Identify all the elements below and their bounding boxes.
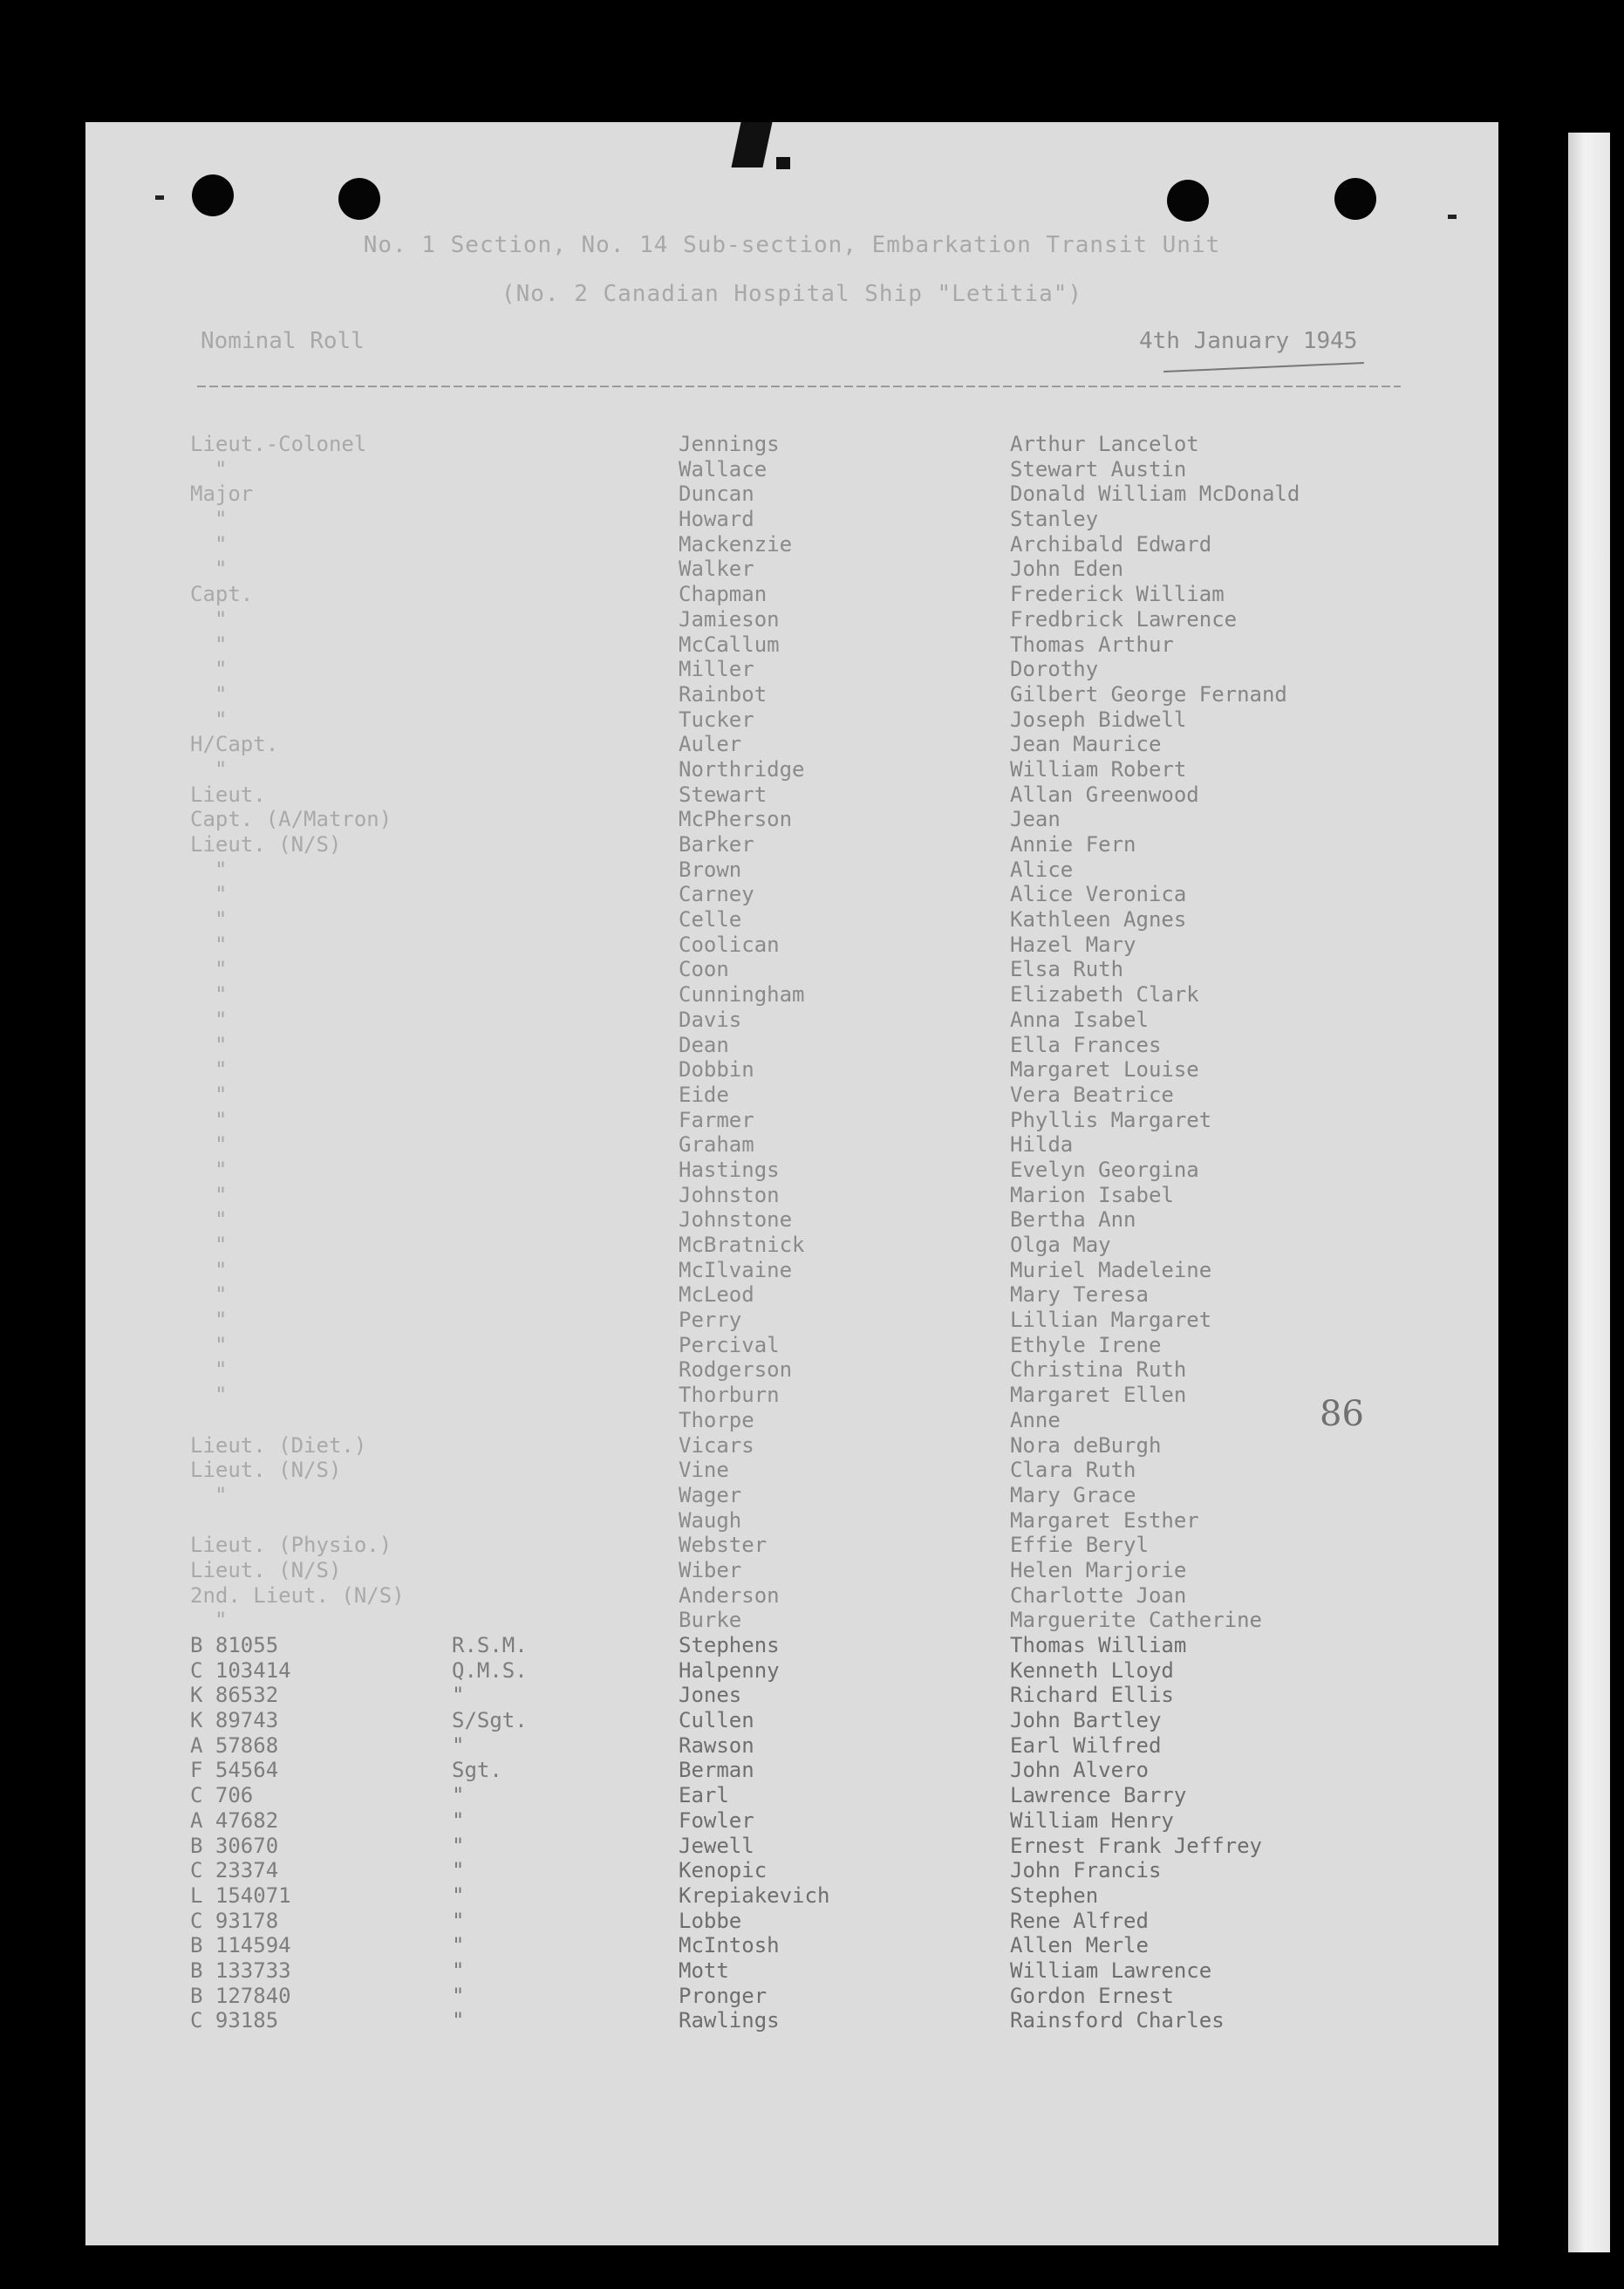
hole-mark-right — [1448, 215, 1457, 219]
rank: " — [215, 857, 228, 882]
rank: " — [215, 1182, 228, 1207]
surname: Davis — [679, 1007, 742, 1032]
surname: Halpenny — [679, 1657, 780, 1683]
surname: Thorpe — [679, 1407, 754, 1432]
surname: Celle — [679, 907, 742, 933]
surname: McLeod — [679, 1282, 754, 1308]
surname: Auler — [679, 732, 742, 757]
surname: Jamieson — [679, 606, 780, 632]
rank: " — [215, 1332, 228, 1357]
rank: " — [215, 507, 228, 532]
surname: Webster — [679, 1533, 768, 1558]
rank: " — [215, 707, 228, 732]
given-names: Muriel Madeleine — [1010, 1257, 1212, 1282]
surname: Cunningham — [679, 982, 805, 1008]
given-names: Marion Isabel — [1010, 1182, 1174, 1207]
given-names: Anne — [1010, 1407, 1061, 1432]
given-names: Mary Teresa — [1010, 1282, 1149, 1308]
surname: Johnston — [679, 1182, 780, 1207]
given-names: Dorothy — [1010, 657, 1099, 682]
rank: " — [215, 1482, 228, 1507]
given-names: John Alvero — [1010, 1758, 1149, 1783]
given-names: Richard Ellis — [1010, 1683, 1174, 1708]
rank: Capt. — [190, 582, 254, 607]
given-names: Allan Greenwood — [1010, 782, 1199, 807]
surname: Carney — [679, 882, 754, 907]
surname: Brown — [679, 857, 742, 882]
given-names: Helen Marjorie — [1010, 1557, 1187, 1582]
surname: Johnstone — [679, 1207, 793, 1233]
staple-mark-small — [776, 157, 790, 169]
hole-mark-left — [155, 195, 164, 200]
surname: Berman — [679, 1758, 754, 1783]
given-names: Clara Ruth — [1010, 1458, 1136, 1483]
service-number: B 127840 — [190, 1983, 291, 2008]
service-number: C 23374 — [190, 1858, 279, 1883]
given-names: Mary Grace — [1010, 1482, 1136, 1507]
surname: Tucker — [679, 707, 754, 732]
given-names: Donald William McDonald — [1010, 482, 1300, 507]
given-names: Lillian Margaret — [1010, 1308, 1212, 1333]
given-names: Gordon Ernest — [1010, 1983, 1174, 2008]
service-number: A 47682 — [190, 1807, 279, 1833]
rank: Q.M.S. — [452, 1657, 528, 1683]
rank: H/Capt. — [190, 732, 279, 757]
given-names: Ethyle Irene — [1010, 1332, 1162, 1357]
rank: " — [452, 1683, 465, 1708]
surname: Lobbe — [679, 1908, 742, 1933]
given-names: Bertha Ann — [1010, 1207, 1136, 1233]
given-names: Alice — [1010, 857, 1074, 882]
given-names: Joseph Bidwell — [1010, 707, 1187, 732]
rank: " — [215, 657, 228, 682]
surname: Miller — [679, 657, 754, 682]
surname: Hastings — [679, 1157, 780, 1182]
header-line-1: No. 1 Section, No. 14 Sub-section, Embarkation Transit Unit — [363, 232, 1221, 258]
rank: " — [215, 982, 228, 1008]
given-names: Rainsford Charles — [1010, 2008, 1225, 2033]
surname: Chapman — [679, 582, 768, 607]
given-names: Earl Wilfred — [1010, 1732, 1162, 1758]
roll-date: 4th January 1945 — [1139, 328, 1358, 354]
rank: " — [215, 1357, 228, 1383]
surname: Coon — [679, 957, 729, 982]
rank: " — [452, 1983, 465, 2008]
rank: " — [452, 1908, 465, 1933]
header-rule — [197, 386, 1401, 387]
rank: " — [215, 606, 228, 632]
given-names: Stephen — [1010, 1882, 1099, 1908]
rank: " — [215, 1282, 228, 1308]
service-number: C 93178 — [190, 1908, 279, 1933]
adjacent-page-edge — [1568, 133, 1610, 2252]
service-number: L 154071 — [190, 1882, 291, 1908]
given-names: Kathleen Agnes — [1010, 907, 1187, 933]
given-names: Arthur Lancelot — [1010, 432, 1199, 456]
rank: " — [215, 1082, 228, 1107]
rank: " — [215, 1057, 228, 1083]
given-names: Elizabeth Clark — [1010, 982, 1199, 1008]
given-names: Hazel Mary — [1010, 932, 1136, 957]
service-number: K 89743 — [190, 1708, 279, 1733]
surname: Rawson — [679, 1732, 754, 1758]
surname: Duncan — [679, 482, 754, 507]
surname: Krepiakevich — [679, 1882, 830, 1908]
punch-hole-left-1 — [192, 174, 234, 216]
given-names: Ella Frances — [1010, 1032, 1162, 1057]
given-names: Fredbrick Lawrence — [1010, 606, 1238, 632]
surname: Thorburn — [679, 1383, 780, 1408]
rank: " — [452, 1933, 465, 1958]
rank: Lieut. (Physio.) — [190, 1533, 392, 1558]
given-names: Kenneth Lloyd — [1010, 1657, 1174, 1683]
given-names: Stewart Austin — [1010, 456, 1187, 482]
given-names: Phyllis Margaret — [1010, 1107, 1212, 1132]
rank: 2nd. Lieut. (N/S) — [190, 1582, 405, 1608]
given-names: John Eden — [1010, 557, 1124, 582]
rank: " — [215, 1383, 228, 1408]
given-names: Archibald Edward — [1010, 531, 1212, 557]
given-names: Olga May — [1010, 1233, 1111, 1257]
rank: " — [215, 632, 228, 657]
given-names: John Francis — [1010, 1858, 1162, 1883]
staple-mark — [731, 122, 772, 167]
given-names: William Robert — [1010, 756, 1187, 782]
rank: " — [215, 1207, 228, 1233]
rank: " — [215, 1132, 228, 1158]
rank: Sgt. — [452, 1758, 502, 1783]
surname: Barker — [679, 832, 754, 857]
rank: " — [452, 1882, 465, 1908]
given-names: Jean Maurice — [1010, 732, 1162, 757]
rank: " — [452, 1958, 465, 1983]
surname: Rawlings — [679, 2008, 780, 2033]
surname: Wallace — [679, 456, 768, 482]
service-number: K 86532 — [190, 1683, 279, 1708]
rank: " — [215, 1157, 228, 1182]
rank: " — [452, 1807, 465, 1833]
punch-hole-left-2 — [338, 178, 380, 220]
given-names: Hilda — [1010, 1132, 1074, 1158]
surname: Anderson — [679, 1582, 780, 1608]
rank: " — [215, 957, 228, 982]
surname: Graham — [679, 1132, 754, 1158]
service-number: B 114594 — [190, 1933, 291, 1958]
surname: Burke — [679, 1608, 742, 1633]
given-names: Alice Veronica — [1010, 882, 1187, 907]
given-names: Frederick William — [1010, 582, 1225, 607]
given-names: Vera Beatrice — [1010, 1082, 1174, 1107]
given-names: Elsa Ruth — [1010, 957, 1124, 982]
service-number: F 54564 — [190, 1758, 279, 1783]
given-names: Nora deBurgh — [1010, 1432, 1162, 1458]
given-names: Rene Alfred — [1010, 1908, 1149, 1933]
rank: " — [452, 2008, 465, 2033]
rank: " — [215, 1007, 228, 1032]
rank: " — [215, 756, 228, 782]
service-number: C 706 — [190, 1783, 254, 1808]
service-number: B 30670 — [190, 1833, 279, 1858]
given-names: John Bartley — [1010, 1708, 1162, 1733]
rank: " — [215, 907, 228, 933]
given-names: Gilbert George Fernand — [1010, 681, 1287, 707]
rank: " — [215, 1233, 228, 1257]
surname: Howard — [679, 507, 754, 532]
given-names: William Lawrence — [1010, 1958, 1212, 1983]
surname: Pronger — [679, 1983, 768, 2008]
rank: Lieut. — [190, 782, 266, 807]
surname: Rainbot — [679, 681, 768, 707]
rank: R.S.M. — [452, 1633, 528, 1657]
given-names: Marguerite Catherine — [1010, 1608, 1262, 1633]
rank: " — [215, 932, 228, 957]
rank: " — [215, 531, 228, 557]
surname: McIntosh — [679, 1933, 780, 1958]
rank: " — [215, 557, 228, 582]
given-names: Jean — [1010, 807, 1061, 832]
rank: " — [452, 1858, 465, 1883]
rank: " — [215, 1032, 228, 1057]
surname: Jewell — [679, 1833, 754, 1858]
given-names: Charlotte Joan — [1010, 1582, 1187, 1608]
given-names: Christina Ruth — [1010, 1357, 1187, 1383]
rank: " — [452, 1833, 465, 1858]
surname: Jones — [679, 1683, 742, 1708]
surname: Rodgerson — [679, 1357, 793, 1383]
surname: Wiber — [679, 1557, 742, 1582]
given-names: Lawrence Barry — [1010, 1783, 1187, 1808]
rank: " — [452, 1732, 465, 1758]
page-number: 86 — [1320, 1394, 1364, 1434]
surname: Walker — [679, 557, 754, 582]
date-underline — [1163, 362, 1364, 372]
rank: Lieut. (N/S) — [190, 1557, 342, 1582]
rank: Major — [190, 482, 254, 507]
surname: Perry — [679, 1308, 742, 1333]
rank: Lieut. (N/S) — [190, 1458, 342, 1483]
surname: Vine — [679, 1458, 729, 1483]
service-number: C 93185 — [190, 2008, 279, 2033]
punch-hole-right-2 — [1334, 178, 1376, 220]
rank: " — [215, 882, 228, 907]
given-names: Margaret Louise — [1010, 1057, 1199, 1083]
document-page — [85, 122, 1498, 2245]
surname: Vicars — [679, 1432, 754, 1458]
rank: " — [215, 1608, 228, 1633]
given-names: Margaret Ellen — [1010, 1383, 1187, 1408]
surname: McIlvaine — [679, 1257, 793, 1282]
service-number: C 103414 — [190, 1657, 291, 1683]
surname: Kenopic — [679, 1858, 768, 1883]
rank: Lieut. (Diet.) — [190, 1432, 367, 1458]
rank: " — [215, 1308, 228, 1333]
surname: Coolican — [679, 932, 780, 957]
surname: Wager — [679, 1482, 742, 1507]
surname: Mackenzie — [679, 531, 793, 557]
given-names: Margaret Esther — [1010, 1507, 1199, 1533]
surname: Dean — [679, 1032, 729, 1057]
punch-hole-right-1 — [1167, 180, 1209, 222]
rank: Capt. (A/Matron) — [190, 807, 392, 832]
rank: " — [215, 681, 228, 707]
given-names: Thomas William — [1010, 1633, 1187, 1657]
rank: S/Sgt. — [452, 1708, 528, 1733]
given-names: Anna Isabel — [1010, 1007, 1149, 1032]
given-names: William Henry — [1010, 1807, 1174, 1833]
surname: Farmer — [679, 1107, 754, 1132]
rank: " — [215, 456, 228, 482]
given-names: Evelyn Georgina — [1010, 1157, 1199, 1182]
surname: McPherson — [679, 807, 793, 832]
surname: Earl — [679, 1783, 729, 1808]
surname: Eide — [679, 1082, 729, 1107]
surname: Waugh — [679, 1507, 742, 1533]
rank: Lieut.-Colonel — [190, 432, 367, 456]
header-line-2: (No. 2 Canadian Hospital Ship "Letitia") — [501, 281, 1083, 307]
given-names: Allen Merle — [1010, 1933, 1149, 1958]
surname: Mott — [679, 1958, 729, 1983]
surname: Percival — [679, 1332, 780, 1357]
given-names: Thomas Arthur — [1010, 632, 1174, 657]
rank: " — [215, 1257, 228, 1282]
given-names: Annie Fern — [1010, 832, 1136, 857]
service-number: A 57868 — [190, 1732, 279, 1758]
surname: Cullen — [679, 1708, 754, 1733]
surname: McCallum — [679, 632, 780, 657]
surname: Jennings — [679, 432, 780, 456]
surname: McBratnick — [679, 1233, 805, 1257]
surname: Northridge — [679, 756, 805, 782]
service-number: B 133733 — [190, 1958, 291, 1983]
given-names: Ernest Frank Jeffrey — [1010, 1833, 1262, 1858]
given-names: Stanley — [1010, 507, 1099, 532]
roll-title: Nominal Roll — [201, 328, 365, 354]
rank: " — [452, 1783, 465, 1808]
surname: Fowler — [679, 1807, 754, 1833]
surname: Stewart — [679, 782, 768, 807]
rank: Lieut. (N/S) — [190, 832, 342, 857]
surname: Stephens — [679, 1633, 780, 1657]
rank: " — [215, 1107, 228, 1132]
given-names: Effie Beryl — [1010, 1533, 1149, 1558]
surname: Dobbin — [679, 1057, 754, 1083]
service-number: B 81055 — [190, 1633, 279, 1657]
